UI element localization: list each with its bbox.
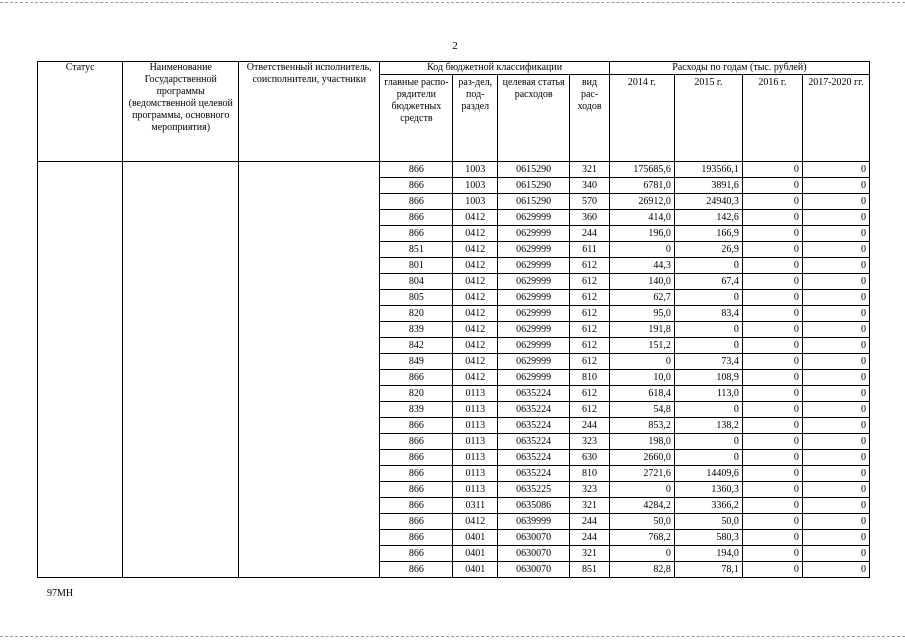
value-2017-2020: 0 <box>802 354 869 370</box>
header-year-2017-2020: 2017-2020 гг. <box>802 75 869 162</box>
value-2017-2020: 0 <box>802 226 869 242</box>
value-2017-2020: 0 <box>802 338 869 354</box>
header-executor: Ответственный исполнитель, соисполнители, участники <box>239 62 380 162</box>
manager-code: 866 <box>380 210 453 226</box>
header-program-name: Наименование Государственной программы (ведомственной целевой программы, основного мероприятия) <box>123 62 239 162</box>
manager-code: 866 <box>380 226 453 242</box>
value-2017-2020: 0 <box>802 242 869 258</box>
value-2016: 0 <box>742 386 802 402</box>
target-code: 0615290 <box>498 162 570 178</box>
value-2014: 853,2 <box>609 418 674 434</box>
value-2014: 50,0 <box>609 514 674 530</box>
section-code: 0113 <box>453 450 498 466</box>
type-code: 323 <box>570 482 610 498</box>
manager-code: 820 <box>380 386 453 402</box>
section-code: 0113 <box>453 386 498 402</box>
section-code: 0412 <box>453 226 498 242</box>
table-body <box>38 62 870 578</box>
value-2015: 78,1 <box>674 562 742 578</box>
target-code: 0635224 <box>498 386 570 402</box>
target-code: 0635224 <box>498 418 570 434</box>
value-2016: 0 <box>742 338 802 354</box>
type-code: 612 <box>570 306 610 322</box>
executor-cell <box>239 162 380 578</box>
type-code: 851 <box>570 562 610 578</box>
value-2017-2020: 0 <box>802 274 869 290</box>
header-expense-type: вид рас-ходов <box>570 75 610 162</box>
value-2014: 44,3 <box>609 258 674 274</box>
value-2016: 0 <box>742 514 802 530</box>
section-code: 0401 <box>453 546 498 562</box>
manager-code: 866 <box>380 434 453 450</box>
value-2015: 0 <box>674 402 742 418</box>
manager-code: 805 <box>380 290 453 306</box>
value-2016: 0 <box>742 450 802 466</box>
value-2016: 0 <box>742 370 802 386</box>
section-code: 0412 <box>453 242 498 258</box>
value-2014: 191,8 <box>609 322 674 338</box>
manager-code: 866 <box>380 418 453 434</box>
type-code: 612 <box>570 402 610 418</box>
value-2015: 1360,3 <box>674 482 742 498</box>
value-2015: 138,2 <box>674 418 742 434</box>
value-2014: 2660,0 <box>609 450 674 466</box>
value-2014: 95,0 <box>609 306 674 322</box>
target-code: 0635224 <box>498 466 570 482</box>
value-2016: 0 <box>742 290 802 306</box>
target-code: 0635224 <box>498 434 570 450</box>
value-2016: 0 <box>742 226 802 242</box>
value-2014: 151,2 <box>609 338 674 354</box>
value-2016: 0 <box>742 242 802 258</box>
scan-bottom-edge <box>0 636 905 637</box>
section-code: 0401 <box>453 530 498 546</box>
type-code: 612 <box>570 386 610 402</box>
target-code: 0615290 <box>498 194 570 210</box>
value-2014: 82,8 <box>609 562 674 578</box>
page-number: 2 <box>452 40 458 52</box>
section-code: 0412 <box>453 274 498 290</box>
value-2016: 0 <box>742 498 802 514</box>
value-2017-2020: 0 <box>802 530 869 546</box>
value-2015: 142,6 <box>674 210 742 226</box>
budget-table <box>37 61 870 578</box>
manager-code: 866 <box>380 466 453 482</box>
type-code: 244 <box>570 530 610 546</box>
table-row <box>38 162 870 178</box>
value-2017-2020: 0 <box>802 482 869 498</box>
value-2015: 3366,2 <box>674 498 742 514</box>
target-code: 0639999 <box>498 514 570 530</box>
status-cell <box>38 162 123 578</box>
type-code: 630 <box>570 450 610 466</box>
target-code: 0629999 <box>498 210 570 226</box>
target-code: 0629999 <box>498 338 570 354</box>
target-code: 0635224 <box>498 402 570 418</box>
type-code: 612 <box>570 274 610 290</box>
section-code: 0412 <box>453 514 498 530</box>
type-code: 612 <box>570 354 610 370</box>
header-year-2014: 2014 г. <box>609 75 674 162</box>
value-2015: 73,4 <box>674 354 742 370</box>
manager-code: 866 <box>380 498 453 514</box>
value-2015: 0 <box>674 322 742 338</box>
section-code: 1003 <box>453 178 498 194</box>
value-2017-2020: 0 <box>802 178 869 194</box>
value-2017-2020: 0 <box>802 370 869 386</box>
manager-code: 866 <box>380 194 453 210</box>
type-code: 810 <box>570 370 610 386</box>
value-2017-2020: 0 <box>802 450 869 466</box>
value-2014: 0 <box>609 546 674 562</box>
section-code: 0412 <box>453 354 498 370</box>
type-code: 321 <box>570 498 610 514</box>
value-2017-2020: 0 <box>802 322 869 338</box>
section-code: 0412 <box>453 322 498 338</box>
section-code: 1003 <box>453 194 498 210</box>
target-code: 0615290 <box>498 178 570 194</box>
value-2015: 26,9 <box>674 242 742 258</box>
header-target-article: целевая статья расходов <box>498 75 570 162</box>
section-code: 0412 <box>453 210 498 226</box>
target-code: 0629999 <box>498 306 570 322</box>
header-expenses: Расходы по годам (тыс. рублей) <box>609 62 869 75</box>
type-code: 612 <box>570 258 610 274</box>
type-code: 810 <box>570 466 610 482</box>
footer-code: 97МН <box>47 588 74 599</box>
type-code: 244 <box>570 514 610 530</box>
manager-code: 842 <box>380 338 453 354</box>
value-2015: 3891,6 <box>674 178 742 194</box>
value-2016: 0 <box>742 178 802 194</box>
section-code: 0113 <box>453 402 498 418</box>
target-code: 0629999 <box>498 226 570 242</box>
program-name-cell <box>123 162 239 578</box>
value-2017-2020: 0 <box>802 306 869 322</box>
value-2014: 175685,6 <box>609 162 674 178</box>
target-code: 0629999 <box>498 258 570 274</box>
value-2014: 414,0 <box>609 210 674 226</box>
value-2014: 62,7 <box>609 290 674 306</box>
manager-code: 866 <box>380 178 453 194</box>
manager-code: 839 <box>380 402 453 418</box>
type-code: 612 <box>570 322 610 338</box>
value-2017-2020: 0 <box>802 258 869 274</box>
value-2015: 0 <box>674 338 742 354</box>
value-2015: 24940,3 <box>674 194 742 210</box>
manager-code: 866 <box>380 562 453 578</box>
target-code: 0629999 <box>498 242 570 258</box>
section-code: 0113 <box>453 418 498 434</box>
section-code: 0401 <box>453 562 498 578</box>
value-2014: 618,4 <box>609 386 674 402</box>
target-code: 0630070 <box>498 546 570 562</box>
value-2017-2020: 0 <box>802 418 869 434</box>
manager-code: 820 <box>380 306 453 322</box>
value-2014: 140,0 <box>609 274 674 290</box>
manager-code: 866 <box>380 482 453 498</box>
section-code: 0412 <box>453 258 498 274</box>
value-2014: 0 <box>609 482 674 498</box>
value-2014: 26912,0 <box>609 194 674 210</box>
target-code: 0629999 <box>498 354 570 370</box>
value-2015: 83,4 <box>674 306 742 322</box>
type-code: 611 <box>570 242 610 258</box>
type-code: 570 <box>570 194 610 210</box>
type-code: 321 <box>570 546 610 562</box>
manager-code: 801 <box>380 258 453 274</box>
header-manager: главные распо-рядители бюджетных средств <box>380 75 453 162</box>
value-2016: 0 <box>742 418 802 434</box>
value-2015: 580,3 <box>674 530 742 546</box>
value-2017-2020: 0 <box>802 498 869 514</box>
manager-code: 866 <box>380 530 453 546</box>
type-code: 612 <box>570 338 610 354</box>
value-2015: 193566,1 <box>674 162 742 178</box>
target-code: 0629999 <box>498 274 570 290</box>
manager-code: 849 <box>380 354 453 370</box>
value-2015: 108,9 <box>674 370 742 386</box>
manager-code: 866 <box>380 162 453 178</box>
value-2016: 0 <box>742 322 802 338</box>
header-budget-code: Код бюджетной классификации <box>380 62 610 75</box>
value-2015: 14409,6 <box>674 466 742 482</box>
header-year-2015: 2015 г. <box>674 75 742 162</box>
type-code: 321 <box>570 162 610 178</box>
header-status: Статус <box>38 62 123 162</box>
value-2015: 67,4 <box>674 274 742 290</box>
manager-code: 866 <box>380 546 453 562</box>
value-2016: 0 <box>742 274 802 290</box>
type-code: 340 <box>570 178 610 194</box>
value-2016: 0 <box>742 354 802 370</box>
header-year-2016: 2016 г. <box>742 75 802 162</box>
value-2014: 0 <box>609 354 674 370</box>
section-code: 0412 <box>453 306 498 322</box>
value-2016: 0 <box>742 258 802 274</box>
target-code: 0635225 <box>498 482 570 498</box>
target-code: 0630070 <box>498 562 570 578</box>
manager-code: 804 <box>380 274 453 290</box>
value-2015: 0 <box>674 290 742 306</box>
section-code: 0412 <box>453 370 498 386</box>
value-2015: 194,0 <box>674 546 742 562</box>
manager-code: 866 <box>380 514 453 530</box>
value-2015: 50,0 <box>674 514 742 530</box>
value-2017-2020: 0 <box>802 386 869 402</box>
section-code: 1003 <box>453 162 498 178</box>
section-code: 0113 <box>453 482 498 498</box>
type-code: 360 <box>570 210 610 226</box>
value-2015: 166,9 <box>674 226 742 242</box>
value-2016: 0 <box>742 434 802 450</box>
value-2016: 0 <box>742 562 802 578</box>
value-2017-2020: 0 <box>802 402 869 418</box>
value-2014: 2721,6 <box>609 466 674 482</box>
value-2014: 768,2 <box>609 530 674 546</box>
value-2014: 6781,0 <box>609 178 674 194</box>
value-2017-2020: 0 <box>802 210 869 226</box>
value-2016: 0 <box>742 466 802 482</box>
section-code: 0113 <box>453 434 498 450</box>
value-2016: 0 <box>742 162 802 178</box>
target-code: 0630070 <box>498 530 570 546</box>
value-2014: 198,0 <box>609 434 674 450</box>
value-2014: 10,0 <box>609 370 674 386</box>
value-2016: 0 <box>742 210 802 226</box>
value-2017-2020: 0 <box>802 194 869 210</box>
target-code: 0629999 <box>498 370 570 386</box>
value-2014: 196,0 <box>609 226 674 242</box>
section-code: 0311 <box>453 498 498 514</box>
value-2017-2020: 0 <box>802 546 869 562</box>
value-2015: 0 <box>674 434 742 450</box>
value-2015: 0 <box>674 258 742 274</box>
type-code: 244 <box>570 418 610 434</box>
header-section: раз-дел, под-раздел <box>453 75 498 162</box>
value-2016: 0 <box>742 530 802 546</box>
value-2016: 0 <box>742 402 802 418</box>
header-row-1 <box>38 62 870 75</box>
section-code: 0412 <box>453 338 498 354</box>
scan-top-edge <box>0 2 905 3</box>
target-code: 0635224 <box>498 450 570 466</box>
value-2016: 0 <box>742 306 802 322</box>
value-2017-2020: 0 <box>802 290 869 306</box>
value-2014: 54,8 <box>609 402 674 418</box>
type-code: 612 <box>570 290 610 306</box>
manager-code: 866 <box>380 370 453 386</box>
target-code: 0629999 <box>498 290 570 306</box>
value-2016: 0 <box>742 482 802 498</box>
value-2016: 0 <box>742 194 802 210</box>
value-2017-2020: 0 <box>802 466 869 482</box>
value-2014: 4284,2 <box>609 498 674 514</box>
target-code: 0629999 <box>498 322 570 338</box>
manager-code: 866 <box>380 450 453 466</box>
value-2017-2020: 0 <box>802 562 869 578</box>
value-2017-2020: 0 <box>802 434 869 450</box>
manager-code: 839 <box>380 322 453 338</box>
value-2015: 0 <box>674 450 742 466</box>
type-code: 244 <box>570 226 610 242</box>
value-2016: 0 <box>742 546 802 562</box>
section-code: 0412 <box>453 290 498 306</box>
value-2017-2020: 0 <box>802 514 869 530</box>
manager-code: 851 <box>380 242 453 258</box>
type-code: 323 <box>570 434 610 450</box>
value-2014: 0 <box>609 242 674 258</box>
value-2017-2020: 0 <box>802 162 869 178</box>
value-2015: 113,0 <box>674 386 742 402</box>
target-code: 0635086 <box>498 498 570 514</box>
section-code: 0113 <box>453 466 498 482</box>
